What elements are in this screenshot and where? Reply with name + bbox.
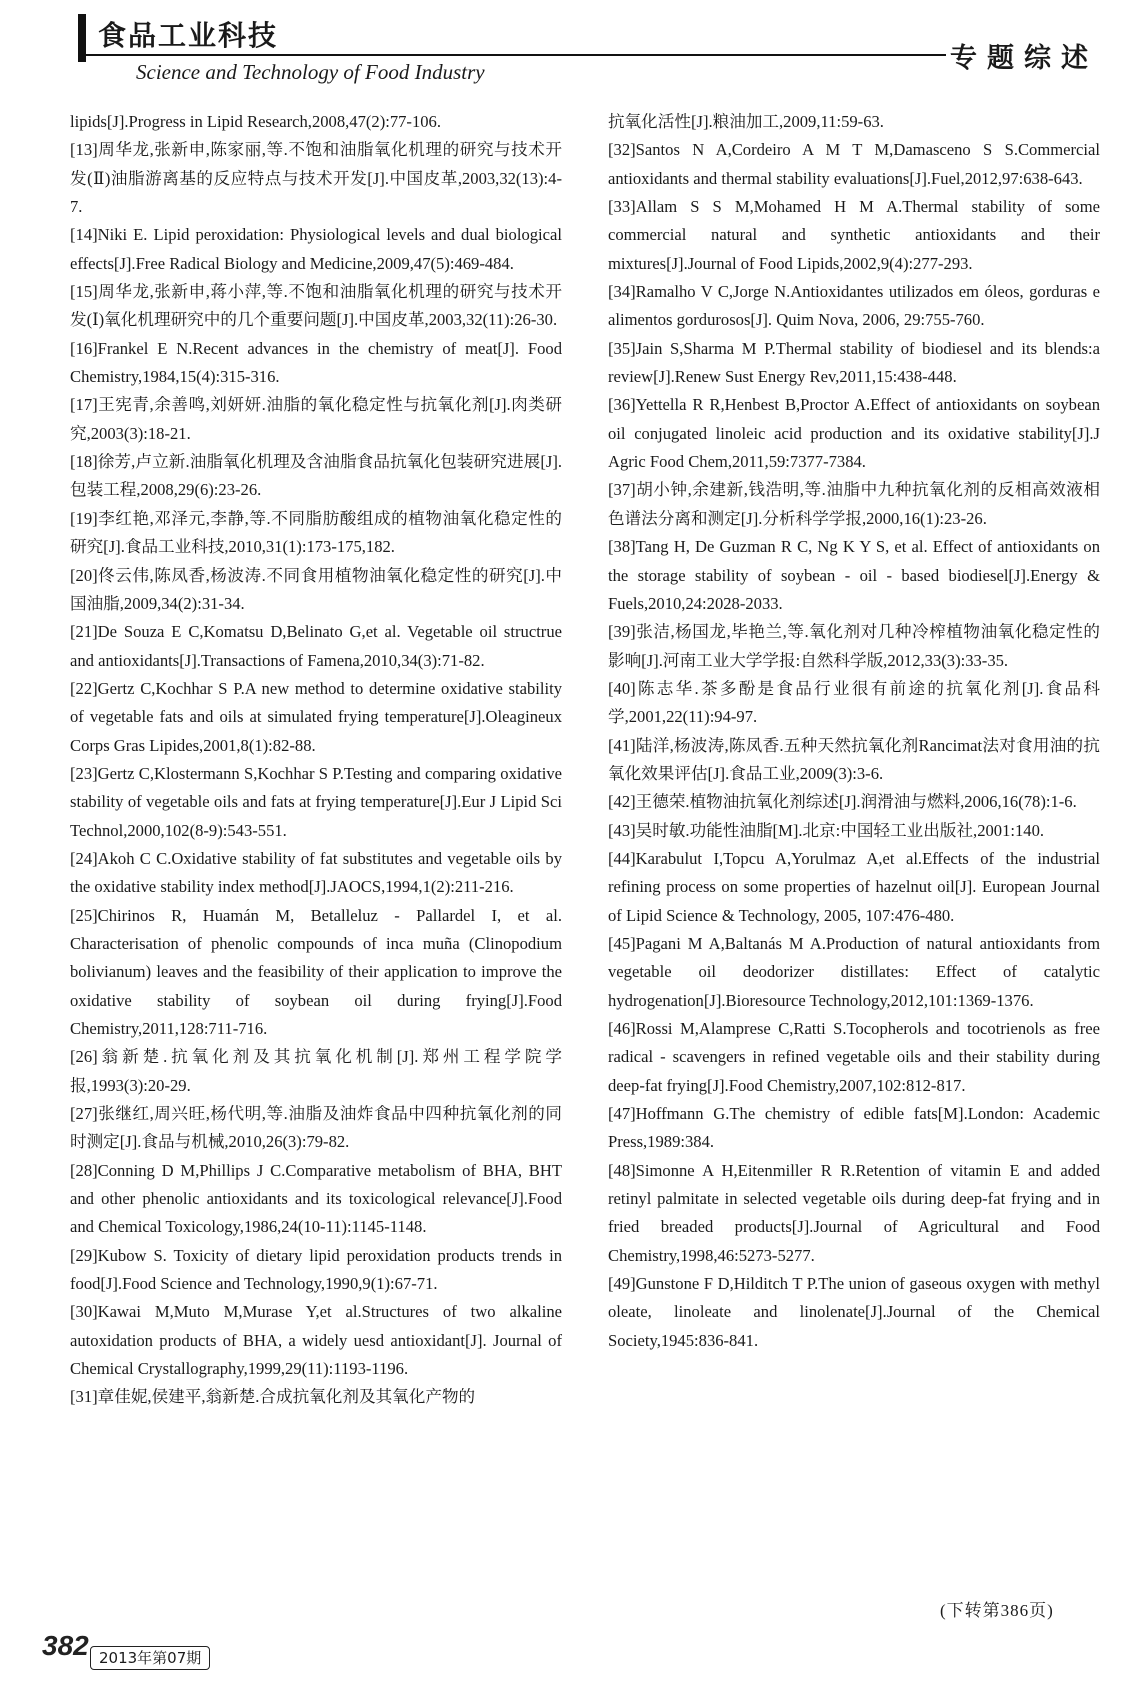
reference-item: [37]胡小钟,余建新,钱浩明,等.油脂中九种抗氧化剂的反相高效液相色谱法分离和测定[J].分析科学学报,2000,16(1):23-26. [608,480,1100,528]
references-right-column [608,108,1100,1355]
reference-item: [30]Kawai M,Muto M,Murase Y,et al.Structures of two alkaline autoxidation products of BHA, a widely uesd antioxidant[J]. Journal of Chemical Crystallography,1999,29(11):1193-1196. [70,1302,562,1379]
reference-item: [19]李红艳,邓泽元,李静,等.不同脂肪酸组成的植物油氧化稳定性的研究[J].食品工业科技,2010,31(1):173-175,182. [70,508,562,557]
reference-item: [26]翁新楚.抗氧化剂及其抗氧化机制[J].郑州工程学院学报,1993(3):20-29. [70,1047,562,1095]
reference-item: [36]Yettella R R,Henbest B,Proctor A.Effect of antioxidants on soybean oil conjugated linoleic acid production and its oxidative stability[J].J Agric Food Chem,2011,59:7377-7384. [608,395,1100,472]
reference-item: [43]吴时敏.功能性油脂[M].北京:中国轻工业出版社,2001:140. [608,820,1045,840]
continued-note: (下转第386页) [940,1601,1054,1620]
journal-title-en: Science and Technology of Food Industry [136,60,485,84]
reference-item: [33]Allam S S M,Mohamed H M A.Thermal stability of some commercial natural and synthetic antioxidants and their mixtures[J].Journal of Food Lipids,2002,9(4):277-293. [608,197,1100,273]
reference-item: [42]王德荣.植物油抗氧化剂综述[J].润滑油与燃料,2006,16(78):1-6. [608,792,1077,812]
reference-item: [17]王宪青,余善鸣,刘妍妍.油脂的氧化稳定性与抗氧化剂[J].肉类研究,2003(3):18-21. [70,395,562,443]
reference-item: [23]Gertz C,Klostermann S,Kochhar S P.Testing and comparing oxidative stability of vegetable oils and fats at frying temperature[J].Eur J Lipid Sci Technol,2000,102(8-9):543-551. [70,763,562,840]
header-bar [78,14,86,62]
reference-item: [44]Karabulut I,Topcu A,Yorulmaz A,et al.Effects of the industrial refining process on some properties of hazelnut oil[J]. European Journal of Lipid Science & Technology, 2005, 107:476-480. [608,848,1100,925]
page-number: 382 [42,1630,89,1661]
reference-item: [22]Gertz C,Kochhar S P.A new method to determine oxidative stability of vegetable fats and oils at simulated frying temperature[J].Oleagineux Corps Gras Lipides,2001,8(1):82-88. [70,678,562,755]
reference-item: lipids[J].Progress in Lipid Research,2008,47(2):77-106. [70,112,442,131]
reference-item: [18]徐芳,卢立新.油脂氧化机理及含油脂食品抗氧化包装研究进展[J].包装工程,2008,29(6):23-26. [70,452,562,500]
header-rule [86,54,946,56]
reference-item: [24]Akoh C C.Oxidative stability of fat substitutes and vegetable oils by the oxidative stability index method[J].JAOCS,1994,1(2):211-216. [70,848,562,897]
reference-item: [25]Chirinos R, Huamán M, Betalleluz - Pallardel I, et al. Characterisation of phenolic compounds of inca muña (Clinopodium bolivianum) leaves and the feasibility of their application to improve the oxidative stability of soybean oil during frying[J].Food Chemistry,2011,128:711-716. [70,905,562,1038]
references-left-column [70,108,562,1412]
reference-item: [47]Hoffmann G.The chemistry of edible fats[M].London: Academic Press,1989:384. [608,1104,1100,1152]
reference-item: [16]Frankel E N.Recent advances in the chemistry of meat[J]. Food Chemistry,1984,15(4):315-316. [70,338,562,387]
reference-item: [14]Niki E. Lipid peroxidation: Physiological levels and dual biological effects[J].Free Radical Biology and Medicine,2009,47(5):469-484. [70,225,562,273]
reference-item: [48]Simonne A H,Eitenmiller R R.Retention of vitamin E and added retinyl palmitate in selected vegetable oils during deep-fat frying and in fried breaded products[J].Journal of Agricultural and Food Chemistry,1998,46:5273-5277. [608,1160,1100,1265]
reference-item: [31]章佳妮,侯建平,翁新楚.合成抗氧化剂及其氧化产物的 [70,1387,476,1407]
reference-item: [38]Tang H, De Guzman R C, Ng K Y S, et al. Effect of antioxidants on the storage stability of soybean - oil - based biodiesel[J].Energy & Fuels,2010,24:2028-2033. [608,537,1100,613]
section-title: 专题综述 [950,43,1098,74]
reference-item: [49]Gunstone F D,Hilditch T P.The union of gaseous oxygen with methyl oleate, linoleate and linolenate[J].Journal of the Chemical Society,1945:836-841. [608,1274,1100,1350]
reference-item: [20]佟云伟,陈凤香,杨波涛.不同食用植物油氧化稳定性的研究[J].中国油脂,2009,34(2):31-34. [70,565,562,613]
reference-item: [28]Conning D M,Phillips J C.Comparative metabolism of BHA, BHT and other phenolic antioxidants and its toxicological relevance[J].Food and Chemical Toxicology,1986,24(10-11):1145-1148. [70,1160,562,1237]
reference-item: [32]Santos N A,Cordeiro A M T M,Damasceno S S.Commercial antioxidants and thermal stability evaluations[J].Fuel,2012,97:638-643. [608,140,1100,188]
journal-title-cn: 食品工业科技 [98,19,279,52]
reference-item: [35]Jain S,Sharma M P.Thermal stability of biodiesel and its blends:a review[J].Renew Sust Energy Rev,2011,15:438-448. [608,338,1100,387]
reference-item: [39]张洁,杨国龙,毕艳兰,等.氧化剂对几种冷榨植物油氧化稳定性的影响[J].河南工业大学学报:自然科学版,2012,33(3):33-35. [608,622,1100,670]
reference-item: [21]De Souza E C,Komatsu D,Belinato G,et al. Vegetable oil structrue and antioxidants[J].Transactions of Famena,2010,34(3):71-82. [70,622,562,670]
reference-item: [13]周华龙,张新申,陈家丽,等.不饱和油脂氧化机理的研究与技术开发(Ⅱ)油脂游离基的反应特点与技术开发[J].中国皮革,2003,32(13):4-7. [70,140,562,217]
reference-item: 抗氧化活性[J].粮油加工,2009,11:59-63. [608,112,884,131]
reference-item: [29]Kubow S. Toxicity of dietary lipid peroxidation products trends in food[J].Food Science and Technology,1990,9(1):67-71. [70,1245,562,1294]
issue-label: 2013年第07期 [90,1646,210,1670]
reference-item: [46]Rossi M,Alamprese C,Ratti S.Tocopherols and tocotrienols as free radical - scavengers in refined vegetable oils and their stability during deep-fat frying[J].Food Chemistry,2007,102:812-817. [608,1019,1100,1095]
reference-item: [15]周华龙,张新申,蒋小萍,等.不饱和油脂氧化机理的研究与技术开发(Ⅰ)氧化机理研究中的几个重要问题[J].中国皮革,2003,32(11):26-30. [70,282,562,330]
reference-item: [45]Pagani M A,Baltanás M A.Production of natural antioxidants from vegetable oil deodorizer distillates: Effect of catalytic hydrogenation[J].Bioresource Technology,2012,101:1369-1376. [608,933,1100,1010]
reference-item: [41]陆洋,杨波涛,陈凤香.五种天然抗氧化剂Rancimat法对食用油的抗氧化效果评估[J].食品工业,2009(3):3-6. [608,735,1100,783]
reference-item: [34]Ramalho V C,Jorge N.Antioxidantes utilizados em óleos, gorduras e alimentos gordurosos[J]. Quim Nova, 2006, 29:755-760. [608,282,1100,330]
reference-item: [27]张继红,周兴旺,杨代明,等.油脂及油炸食品中四种抗氧化剂的同时测定[J].食品与机械,2010,26(3):79-82. [70,1104,562,1152]
reference-item: [40]陈志华.茶多酚是食品行业很有前途的抗氧化剂[J].食品科学,2001,22(11):94-97. [608,678,1100,727]
